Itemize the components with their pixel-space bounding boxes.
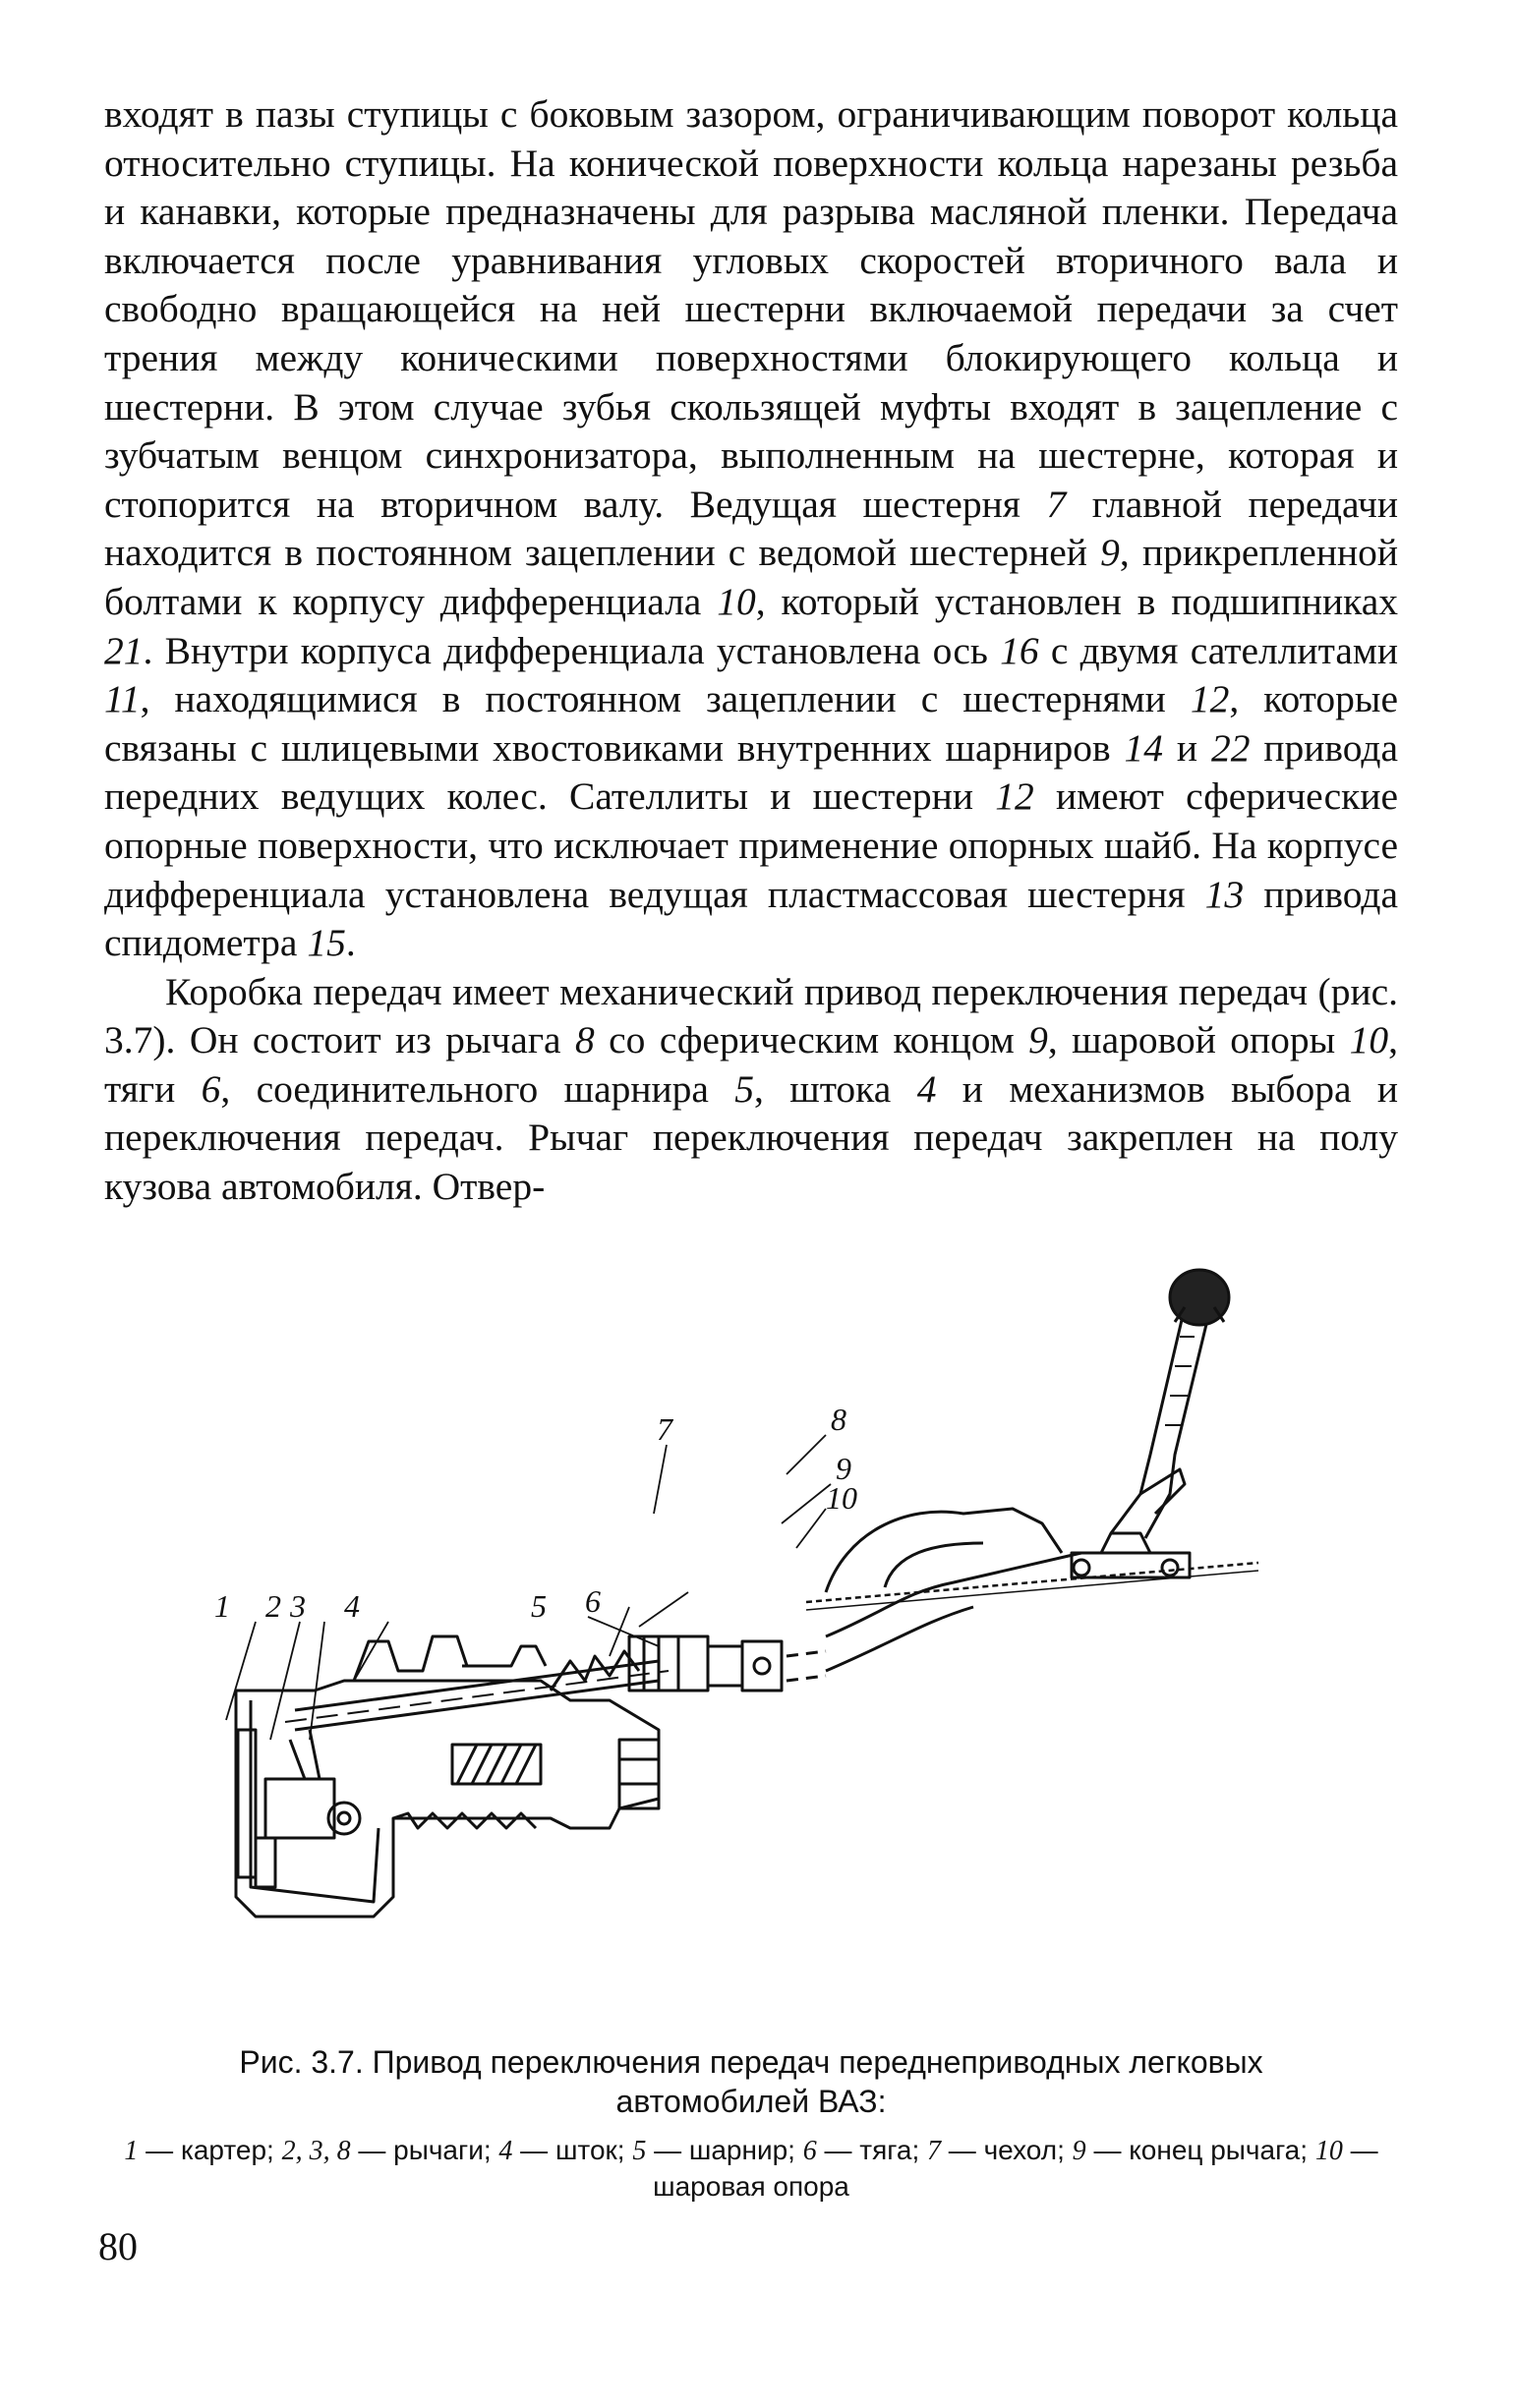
reference-number: 12 — [1190, 677, 1230, 721]
reference-number: 4 — [498, 2136, 513, 2166]
reference-number: 6 — [802, 2136, 817, 2166]
reference-number: 21 — [104, 628, 144, 672]
reference-number: 6 — [201, 1066, 221, 1111]
page-number: 80 — [98, 2224, 138, 2268]
reference-number: 5 — [734, 1066, 755, 1111]
lever-8 — [1111, 1307, 1209, 1538]
rod-6 — [787, 1651, 826, 1681]
label-7: 7 — [657, 1411, 672, 1447]
reference-number: 11 — [104, 677, 141, 721]
caption-line-1: Рис. 3.7. Привод переключения передач переднеприводных легковых — [239, 2044, 1263, 2080]
label-5: 5 — [531, 1588, 547, 1624]
label-8: 8 — [831, 1402, 846, 1437]
body-text — [104, 90, 1398, 1212]
reference-number: 10 — [1349, 1018, 1389, 1062]
label-4: 4 — [344, 1588, 360, 1624]
label-10: 10 — [826, 1480, 857, 1516]
reference-number: 14 — [1124, 725, 1164, 770]
paragraph-1: входят в пазы ступицы с боковым зазором, ограничивающим поворот кольца относительно ступицы. На конической поверхности кольца нарезаны резьба и канавки, которые предназначены для разрыва масляной пленки. Передача включается после уравнивания угловых скоростей вторичного вала и свободно вращающейся на ней шестерни включаемой передачи за счет трения между коническими поверхностями блокирующего кольца и шестерни. В этом случае зубья скользящей муфты входят в зацепление с зубчатым венцом синхронизатора, выполненным на шестерне, которая и стопорится на вторичном валу. Ведущая шестерня 7 главной передачи находится в постоянном зацеплении с ведомой шестерней 9, прикрепленной болтами к корпусу дифференциала 10, который установлен в подшипниках 21. Внутри корпуса дифференциала установлена ось 16 с двумя сателлитами 11, находящимися в постоянном зацеплении с шестернями 12, которые связаны с шлицевыми хвостовиками внутренних шарниров 14 и 22 привода передних ведущих колес. Сателлиты и шестерни 12 имеют сферические опорные поверхности, что исключает применение опорных шайб. На корпусе дифференциала установлена ведущая пластмассовая шестерня 13 привода спидометра 15. — [104, 92, 1399, 965]
reference-number: 1 — [124, 2136, 139, 2166]
reference-number: 10 — [1314, 2136, 1343, 2166]
paragraph-2: Коробка передач имеет механический привод переключения передач (рис. 3.7). Он состоит из рычага 8 со сферическим концом 9, шаровой опоры 10, тяги 6, соединительного шарнира 5, штока 4 и механизмов выбора и переключения передач. Рычаг переключения передач закреплен на полу кузова автомобиля. Отвер- — [104, 969, 1398, 1209]
reference-number: 9 — [1072, 2136, 1086, 2166]
label-9: 9 — [836, 1451, 851, 1486]
reference-number: 15 — [307, 921, 346, 965]
reference-number: 9 — [1100, 531, 1120, 575]
reference-number: 10 — [717, 579, 756, 623]
reference-number: 9 — [1028, 1018, 1048, 1062]
figure-legend: 1 — картер; 2, 3, 8 — рычаги; 4 — шток; 5 — шарнир; 6 — тяга; 7 — чехол; 9 — конец рычага; 10 — шаровая опора — [124, 2135, 1378, 2202]
reference-number: 7 — [927, 2136, 942, 2166]
caption-line-2: автомобилей ВАЗ: — [615, 2084, 887, 2119]
reference-number: 12 — [995, 774, 1034, 819]
label-3: 3 — [290, 1588, 306, 1624]
reference-number: 4 — [916, 1066, 937, 1111]
reference-number: 5 — [632, 2136, 647, 2166]
label-1: 1 — [214, 1588, 230, 1624]
boot-7 — [826, 1509, 1062, 1592]
reference-number: 2, 3, 8 — [281, 2136, 351, 2166]
reference-number: 16 — [1000, 628, 1039, 672]
gearshift-diagram — [197, 1268, 1288, 2005]
reference-number: 7 — [1046, 482, 1067, 526]
label-6: 6 — [585, 1583, 601, 1619]
figure-caption — [104, 2042, 1398, 2121]
gearbox-housing — [236, 1681, 659, 1917]
reference-number: 8 — [574, 1018, 595, 1062]
reference-number: 13 — [1204, 872, 1245, 916]
figure-gearshift-drive — [197, 1268, 1288, 2005]
label-2: 2 — [265, 1588, 281, 1624]
reference-number: 22 — [1210, 725, 1251, 770]
